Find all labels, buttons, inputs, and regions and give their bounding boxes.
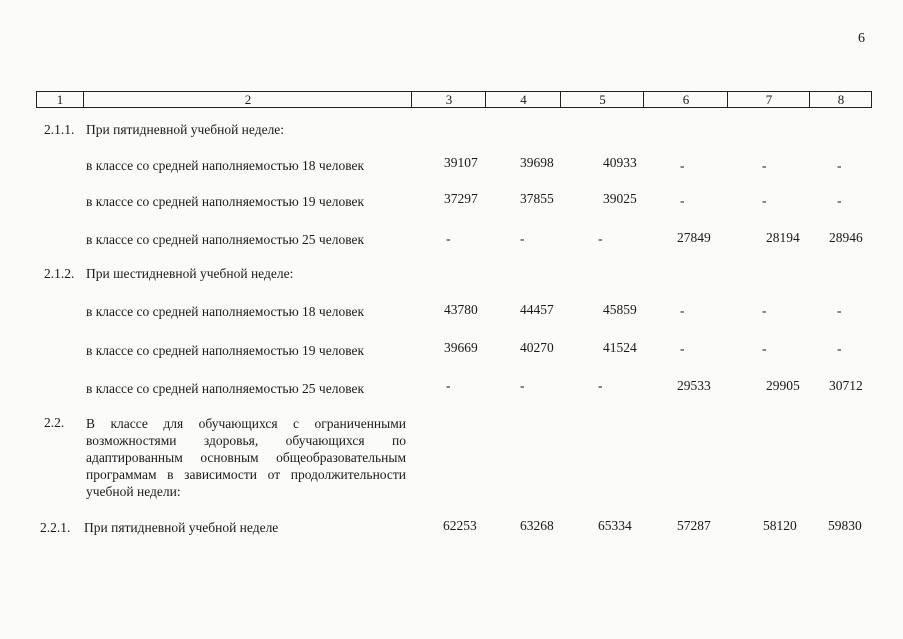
cell-value: - [520, 378, 525, 393]
cell-value: 58120 [763, 518, 797, 533]
row-label: в классе со средней наполняемостью 19 человек [86, 194, 365, 209]
cell-value: 37297 [444, 191, 478, 206]
row-label: в классе со средней наполняемостью 25 человек [86, 232, 365, 247]
section-number: 2.2. [44, 415, 65, 430]
row-label: в классе со средней наполняемостью 19 человек [86, 343, 365, 358]
cell-value: 57287 [677, 518, 711, 533]
cell-value: - [837, 158, 842, 173]
table-header [36, 91, 872, 108]
cell-value: 28194 [766, 230, 800, 245]
cell-value: - [837, 303, 842, 318]
cell-value: - [837, 341, 842, 356]
header-col-3: 3 [411, 92, 486, 107]
section-number: 2.1.1. [44, 122, 75, 137]
cell-value: 39107 [444, 155, 478, 170]
cell-value: - [762, 303, 767, 318]
cell-value: 39669 [444, 340, 478, 355]
cell-value: - [680, 193, 685, 208]
header-col-6: 6 [643, 92, 728, 107]
cell-value: 43780 [444, 302, 478, 317]
cell-value: - [837, 193, 842, 208]
cell-value: - [680, 303, 685, 318]
cell-value: - [680, 341, 685, 356]
cell-value: 59830 [828, 518, 862, 533]
cell-value: 40933 [603, 155, 637, 170]
cell-value: - [446, 378, 451, 393]
cell-value: 29533 [677, 378, 711, 393]
cell-value: 63268 [520, 518, 554, 533]
cell-value: 39025 [603, 191, 637, 206]
header-col-8: 8 [809, 92, 872, 107]
cell-value: - [762, 193, 767, 208]
cell-value: 41524 [603, 340, 637, 355]
header-col-1: 1 [56, 92, 64, 107]
cell-value: - [680, 158, 685, 173]
cell-value: - [762, 158, 767, 173]
cell-value: 30712 [829, 378, 863, 393]
header-col-7: 7 [727, 92, 810, 107]
row-label: в классе со средней наполняемостью 25 человек [86, 381, 365, 396]
header-col-2: 2 [83, 92, 412, 107]
cell-value: 28946 [829, 230, 863, 245]
cell-value: - [598, 378, 603, 393]
cell-value: - [520, 231, 525, 246]
cell-value: 65334 [598, 518, 632, 533]
page-number: 6 [858, 31, 865, 46]
cell-value: 44457 [520, 302, 554, 317]
section-paragraph: В классе для обучающихся с ограниченными возможностями здоровья, обучающихся по адаптированным основным общеобразовательным программам в зависимости от продолжительности учебной недели: [86, 416, 406, 499]
section-number: 2.2.1. [40, 520, 71, 535]
row-label: в классе со средней наполняемостью 18 человек [86, 158, 365, 173]
cell-value: - [762, 341, 767, 356]
cell-value: 40270 [520, 340, 554, 355]
section-title: При пятидневной учебной неделе [84, 520, 279, 535]
section-number: 2.1.2. [44, 266, 75, 281]
header-col-4: 4 [485, 92, 561, 107]
cell-value: 27849 [677, 230, 711, 245]
cell-value: 62253 [443, 518, 477, 533]
cell-value: - [446, 231, 451, 246]
cell-value: 45859 [603, 302, 637, 317]
cell-value: 29905 [766, 378, 800, 393]
section-title: При пятидневной учебной неделе: [86, 122, 285, 137]
row-label: в классе со средней наполняемостью 18 человек [86, 304, 365, 319]
header-col-5: 5 [560, 92, 644, 107]
cell-value: 37855 [520, 191, 554, 206]
cell-value: - [598, 231, 603, 246]
cell-value: 39698 [520, 155, 554, 170]
section-title: При шестидневной учебной неделе: [86, 266, 294, 281]
